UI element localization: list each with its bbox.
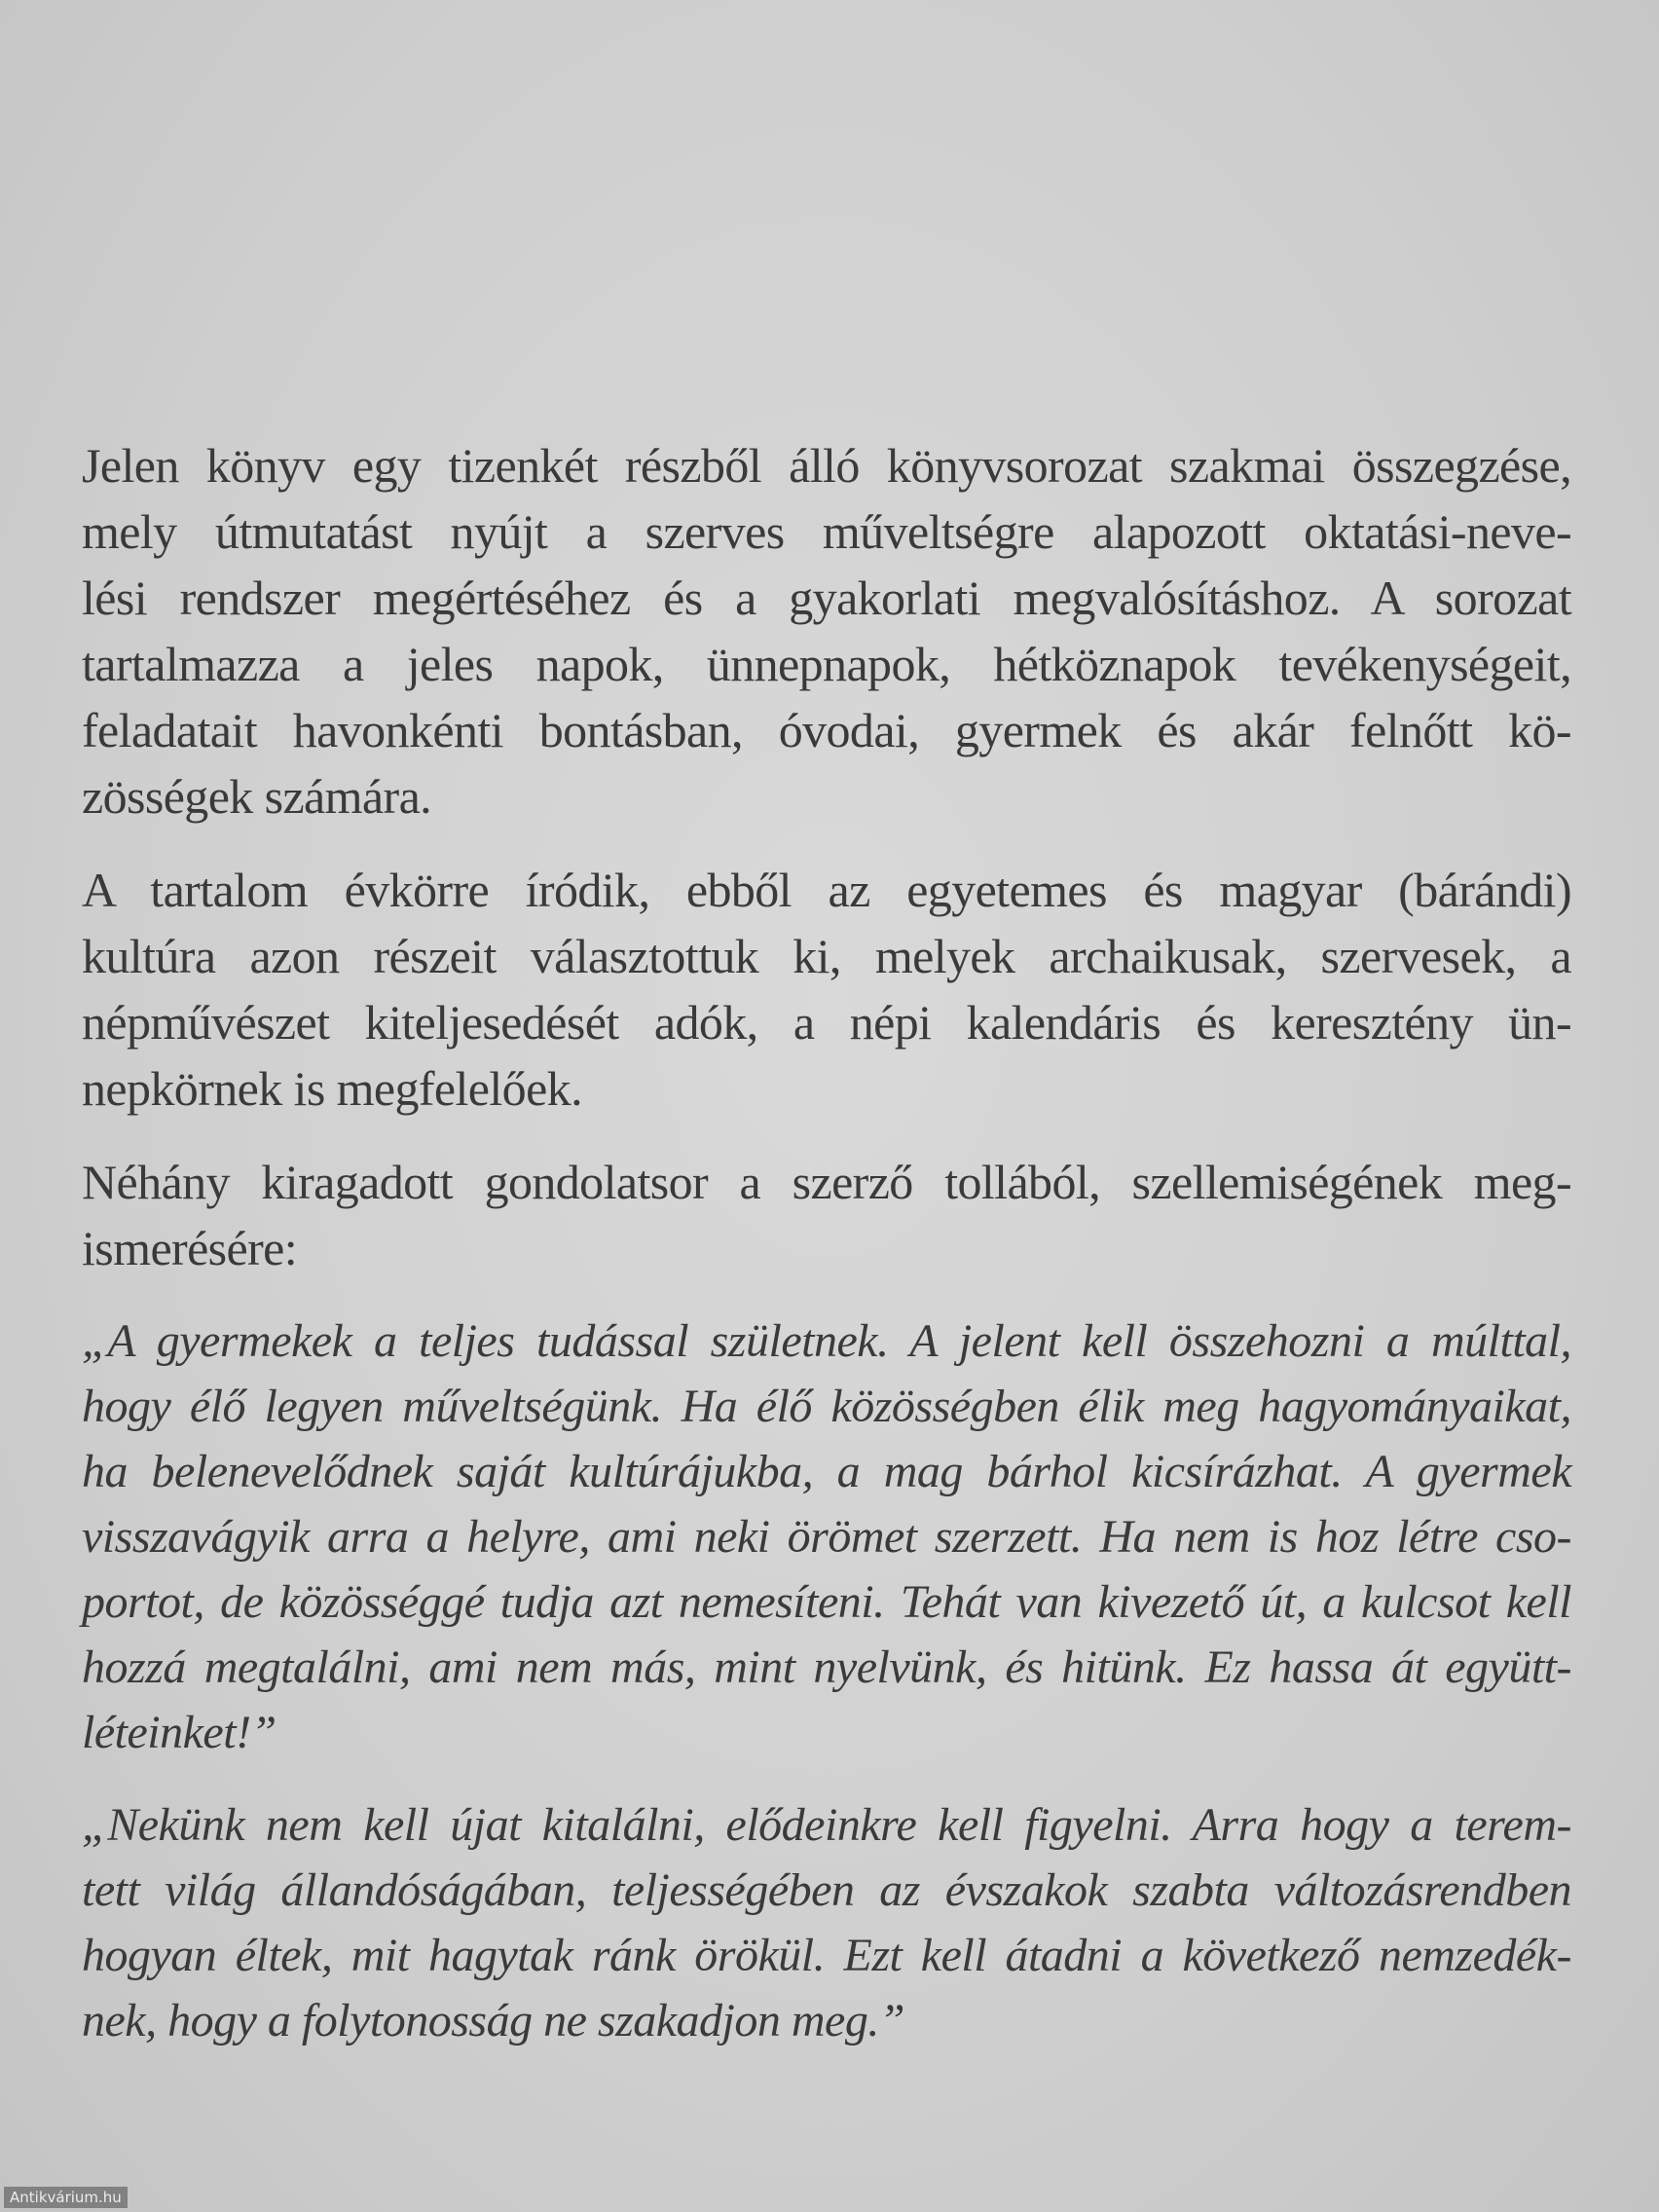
quote-line: „Nekünk nem kell újat kitalálni, elődeinkre kell figyelni. Arra hogy a terem- bbox=[82, 1799, 1571, 1851]
quote-2 bbox=[82, 1792, 1571, 2053]
text-line: Néhány kiragadott gondolatsor a szerző tollából, szellemiségének meg- bbox=[82, 1155, 1571, 1209]
quote-line: nek, hogy a folytonosság ne szakadjon meg.” bbox=[82, 1995, 905, 2046]
text-line: A tartalom évkörre íródik, ebből az egyetemes és magyar (bárándi) bbox=[82, 863, 1571, 917]
paragraph-2 bbox=[82, 857, 1571, 1122]
text-line: tartalmazza a jeles napok, ünnepnapok, hétköznapok tevékenységeit, bbox=[82, 637, 1571, 691]
quote-line: visszavágyik arra a helyre, ami neki örömet szerzett. Ha nem is hoz létre cso- bbox=[82, 1511, 1571, 1563]
quote-1 bbox=[82, 1309, 1571, 1765]
text-line: ismerésére: bbox=[82, 1221, 298, 1275]
quote-line: hozzá megtalálni, ami nem más, mint nyelvünk, és hitünk. Ez hassa át együtt- bbox=[82, 1641, 1571, 1693]
quote-line: ha belenevelődnek saját kultúrájukba, a mag bárhol kicsírázhat. A gyermek bbox=[82, 1446, 1571, 1497]
quote-line: „A gyermekek a teljes tudással születnek. A jelent kell összehozni a múlttal, bbox=[82, 1315, 1571, 1367]
text-block bbox=[82, 432, 1571, 2081]
text-line: zösségek számára. bbox=[82, 769, 432, 824]
quote-line: hogy élő legyen műveltségünk. Ha élő közösségben élik meg hagyományaikat, bbox=[82, 1381, 1571, 1432]
text-line: népművészet kiteljesedését adók, a népi kalendáris és keresztény ün- bbox=[82, 995, 1571, 1050]
quote-line: hogyan éltek, mit hagytak ránk örökül. Ezt kell átadni a következő nemzedék- bbox=[82, 1930, 1571, 1981]
paragraph-3 bbox=[82, 1149, 1571, 1281]
paragraph-1 bbox=[82, 432, 1571, 830]
text-line: feladatait havonkénti bontásban, óvodai, gyermek és akár felnőtt kö- bbox=[82, 703, 1571, 757]
quote-line: léteinket!” bbox=[82, 1707, 276, 1758]
quote-line: portot, de közösséggé tudja azt nemesíteni. Tehát van kivezető út, a kulcsot kell bbox=[82, 1576, 1571, 1628]
text-line: nepkörnek is megfelelőek. bbox=[82, 1061, 582, 1116]
text-line: lési rendszer megértéséhez és a gyakorlati megvalósításhoz. A sorozat bbox=[82, 571, 1571, 625]
text-line: mely útmutatást nyújt a szerves műveltségre alapozott oktatási-neve- bbox=[82, 504, 1571, 559]
text-line: Jelen könyv egy tizenkét részből álló könyvsorozat szakmai összegzése, bbox=[82, 438, 1571, 493]
text-line: kultúra azon részeit választottuk ki, melyek archaikusak, szervesek, a bbox=[82, 929, 1571, 983]
quote-line: tett világ állandóságában, teljességében az évszakok szabta változásrendben bbox=[82, 1864, 1571, 1916]
watermark: Antikvárium.hu bbox=[4, 2187, 128, 2208]
